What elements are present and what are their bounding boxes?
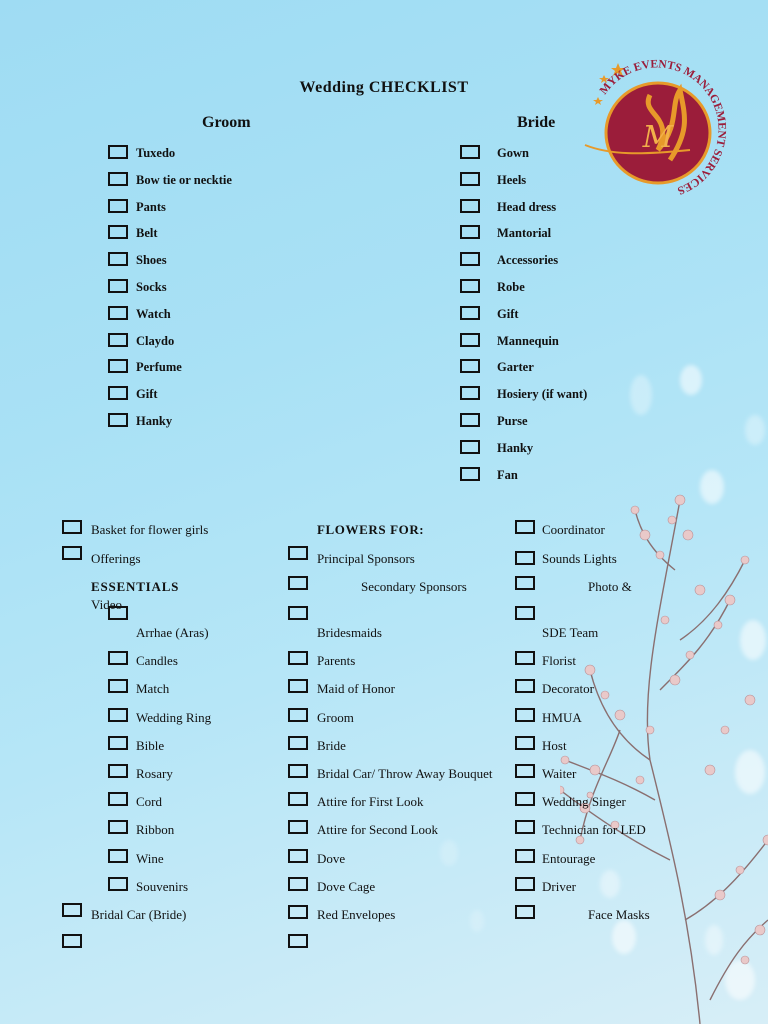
checkbox-garter[interactable] <box>460 359 480 373</box>
page-title: Wedding CHECKLIST <box>299 79 469 96</box>
flowers-heading: FLOWERS FOR: <box>317 522 425 537</box>
checkbox[interactable] <box>288 606 308 620</box>
checkbox-souvenirs[interactable] <box>108 877 128 891</box>
checkbox-watch[interactable] <box>108 306 128 320</box>
checkbox-gift[interactable] <box>460 306 480 320</box>
groom-heading: Groom <box>202 114 251 131</box>
item-fan: Fan <box>497 467 518 482</box>
item-accessories: Accessories <box>497 253 559 268</box>
item-wedding-singer: Wedding Singer <box>542 794 626 810</box>
item-wine: Wine <box>136 850 164 866</box>
item-watch: Watch <box>136 306 171 321</box>
item-hmua: HMUA <box>542 709 582 725</box>
item-waiter: Waiter <box>542 766 577 781</box>
item-decorator: Decorator <box>542 681 594 697</box>
checkbox[interactable] <box>515 520 535 534</box>
item-bow-tie-or-necktie: Bow tie or necktie <box>136 172 232 187</box>
checkbox-parents[interactable] <box>288 651 308 665</box>
checkbox-arrhae-aras[interactable] <box>108 606 128 620</box>
checkbox-driver[interactable] <box>515 877 535 891</box>
checkbox-dove-cage[interactable] <box>288 877 308 891</box>
checkbox-attire-for-second-look[interactable] <box>288 820 308 834</box>
item-shoes: Shoes <box>136 253 167 268</box>
basket-label: Basket for flower girls <box>91 522 209 537</box>
video-label: Video <box>91 597 122 612</box>
coordinator-label: Coordinator <box>542 522 605 537</box>
checkbox[interactable] <box>288 934 308 948</box>
checkbox-hanky[interactable] <box>108 413 128 427</box>
bokeh-light <box>680 365 702 395</box>
checkbox-pants[interactable] <box>108 199 128 213</box>
checkbox-florist[interactable] <box>515 651 535 665</box>
item-dove: Dove <box>317 850 346 866</box>
checkbox[interactable] <box>62 903 82 917</box>
checkbox-mannequin[interactable] <box>460 333 480 347</box>
item-mannequin: Mannequin <box>497 333 559 348</box>
checkbox-hmua[interactable] <box>515 708 535 722</box>
offerings-label: Offerings <box>91 551 141 566</box>
checkbox-shoes[interactable] <box>108 252 128 266</box>
item-mantorial: Mantorial <box>497 226 552 241</box>
bridal-car-label: Bridal Car (Bride) <box>91 907 187 922</box>
checkbox-bible[interactable] <box>108 736 128 750</box>
checkbox-rosary[interactable] <box>108 764 128 778</box>
checkbox-tuxedo[interactable] <box>108 145 128 159</box>
item-attire-for-first-look: Attire for First Look <box>317 794 424 810</box>
bokeh-light <box>630 375 652 415</box>
svg-text:MYKE EVENTS MANAGEMENT SERVICE: MYKE EVENTS MANAGEMENT SERVICES <box>597 58 728 197</box>
item-claydo: Claydo <box>136 333 175 348</box>
checkbox-maid-of-honor[interactable] <box>288 679 308 693</box>
item-head-dress: Head dress <box>497 199 557 214</box>
checkbox-head-dress[interactable] <box>460 199 480 213</box>
checkbox-heels[interactable] <box>460 172 480 186</box>
checkbox-wine[interactable] <box>108 849 128 863</box>
item-match: Match <box>136 681 170 697</box>
item-garter: Garter <box>497 360 534 375</box>
item-belt: Belt <box>136 226 158 241</box>
essentials-heading: ESSENTIALS <box>91 579 180 594</box>
item-hanky: Hanky <box>136 414 173 428</box>
secondary-label: Secondary Sponsors <box>361 579 467 594</box>
checkbox[interactable] <box>288 546 308 560</box>
item-hosiery-if-want: Hosiery (if want) <box>497 387 588 402</box>
checkbox-face-masks[interactable] <box>515 905 535 919</box>
checkbox-match[interactable] <box>108 679 128 693</box>
item-sde-team: SDE Team <box>542 625 599 640</box>
checkbox-fan[interactable] <box>460 467 480 481</box>
item-entourage: Entourage <box>542 850 596 866</box>
checkbox-gown[interactable] <box>460 145 480 159</box>
checkbox[interactable] <box>515 576 535 590</box>
item-attire-for-second-look: Attire for Second Look <box>317 822 438 838</box>
checkbox-mantorial[interactable] <box>460 225 480 239</box>
checkbox-hosiery-if-want[interactable] <box>460 386 480 400</box>
checkbox-hanky[interactable] <box>460 440 480 454</box>
checkbox-cord[interactable] <box>108 792 128 806</box>
item-face-masks: Face Masks <box>588 907 650 922</box>
sounds-label: Sounds Lights <box>542 551 617 566</box>
item-bridesmaids: Bridesmaids <box>317 625 382 640</box>
bokeh-light <box>440 840 458 866</box>
item-bible: Bible <box>136 737 165 753</box>
item-gift: Gift <box>497 306 519 321</box>
checkbox-socks[interactable] <box>108 279 128 293</box>
checkbox[interactable] <box>62 546 82 560</box>
checkbox[interactable] <box>62 520 82 534</box>
checkbox[interactable] <box>288 576 308 590</box>
checkbox[interactable] <box>515 606 535 620</box>
item-perfume: Perfume <box>136 360 182 375</box>
item-dove-cage: Dove Cage <box>317 878 376 894</box>
checkbox-bride[interactable] <box>288 736 308 750</box>
checkbox-dove[interactable] <box>288 849 308 863</box>
item-rosary: Rosary <box>136 766 173 781</box>
item-bride: Bride <box>317 737 346 753</box>
checkbox-bridal-car-throw-away-bouquet[interactable] <box>288 764 308 778</box>
item-heels: Heels <box>497 172 527 187</box>
checkbox-belt[interactable] <box>108 225 128 239</box>
checkbox-host[interactable] <box>515 736 535 750</box>
item-maid-of-honor: Maid of Honor <box>317 681 395 697</box>
checkbox-groom[interactable] <box>288 708 308 722</box>
checkbox-candles[interactable] <box>108 651 128 665</box>
item-cord: Cord <box>136 794 162 810</box>
checkbox-claydo[interactable] <box>108 333 128 347</box>
checkbox-bow-tie-or-necktie[interactable] <box>108 172 128 186</box>
checkbox-purse[interactable] <box>460 413 480 427</box>
checkbox-decorator[interactable] <box>515 679 535 693</box>
item-purse: Purse <box>497 414 528 428</box>
item-candles: Candles <box>136 653 178 669</box>
item-parents: Parents <box>317 653 356 669</box>
checkbox-ribbon[interactable] <box>108 820 128 834</box>
item-pants: Pants <box>136 199 166 214</box>
checkbox-red-envelopes[interactable] <box>288 905 308 919</box>
item-driver: Driver <box>542 878 576 894</box>
checkbox-wedding-singer[interactable] <box>515 792 535 806</box>
checkbox[interactable] <box>62 934 82 948</box>
checkbox-entourage[interactable] <box>515 849 535 863</box>
checkbox-attire-for-first-look[interactable] <box>288 792 308 806</box>
checkbox-technician-for-led[interactable] <box>515 820 535 834</box>
bokeh-light <box>470 910 484 932</box>
item-robe: Robe <box>497 280 525 294</box>
checkbox-perfume[interactable] <box>108 359 128 373</box>
photo-label: Photo & <box>588 579 632 594</box>
checkbox-wedding-ring[interactable] <box>108 708 128 722</box>
principal-label: Principal Sponsors <box>317 551 415 566</box>
item-gift: Gift <box>136 387 158 402</box>
checkbox-gift[interactable] <box>108 386 128 400</box>
checkbox[interactable] <box>515 551 535 565</box>
checkbox-waiter[interactable] <box>515 764 535 778</box>
item-host: Host <box>542 737 567 753</box>
item-red-envelopes: Red Envelopes <box>317 907 396 922</box>
item-florist: Florist <box>542 653 576 669</box>
item-gown: Gown <box>497 146 529 160</box>
item-bridal-car-throw-away-bouquet: Bridal Car/ Throw Away Bouquet <box>317 766 493 781</box>
myke-events-logo <box>580 55 735 200</box>
checkbox-robe[interactable] <box>460 279 480 293</box>
item-hanky: Hanky <box>497 440 534 455</box>
item-wedding-ring: Wedding Ring <box>136 709 212 725</box>
item-technician-for-led: Technician for LED <box>542 822 646 838</box>
svg-text:M: M <box>642 120 674 155</box>
item-socks: Socks <box>136 280 167 294</box>
item-souvenirs: Souvenirs <box>136 878 188 894</box>
bride-heading: Bride <box>517 114 556 131</box>
item-ribbon: Ribbon <box>136 822 175 838</box>
item-groom: Groom <box>317 709 354 725</box>
checkbox-accessories[interactable] <box>460 252 480 266</box>
item-arrhae-aras: Arrhae (Aras) <box>136 625 209 640</box>
item-tuxedo: Tuxedo <box>136 146 176 160</box>
